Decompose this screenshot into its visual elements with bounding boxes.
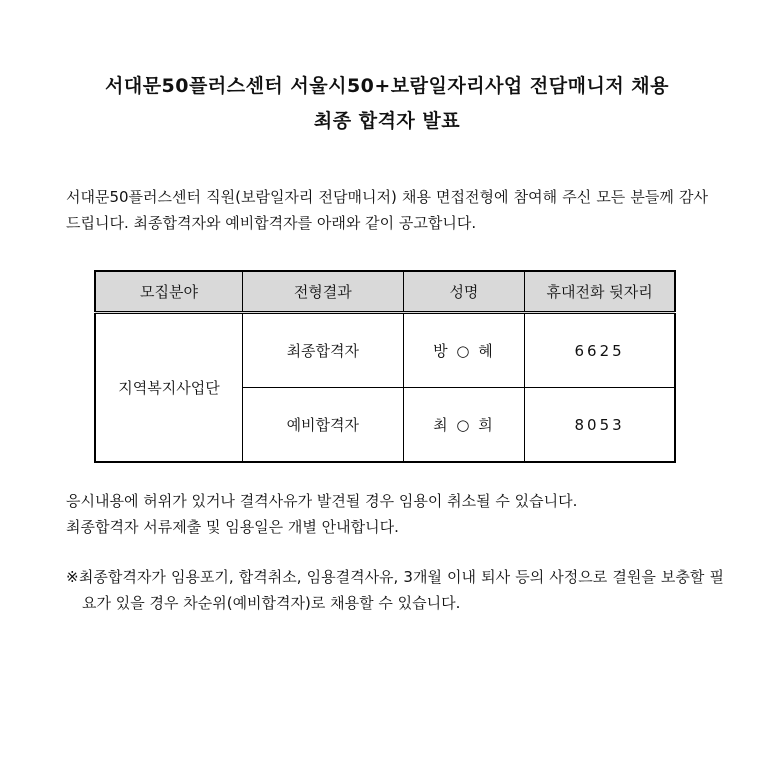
result-table [94, 270, 676, 463]
page-subtitle: 최종 합격자 발표 [313, 110, 461, 132]
page-title: 서대문50플러스센터 서울시50+보람일자리사업 전담매니저 채용 [105, 75, 669, 97]
header-phone: 휴대전화 뒷자리 [525, 271, 675, 313]
header-name: 성명 [403, 271, 525, 313]
intro-paragraph: 서대문50플러스센터 직원(보람일자리 전담매니저) 채용 면접전형에 참여해 주신 모든 분들께 감사드립니다. 최종합격자와 예비합격자를 아래와 같이 공고합니다. [66, 188, 708, 232]
note-item: 최종합격자 서류제출 및 임용일은 개별 안내합니다. [66, 518, 399, 536]
table-row [95, 313, 675, 388]
header-result: 전형결과 [242, 271, 403, 313]
cell-phone: 8053 [525, 388, 675, 463]
notes [66, 488, 708, 540]
cell-name: 방 ○ 혜 [403, 313, 525, 388]
cell-phone: 6625 [525, 313, 675, 388]
header-field: 모집분야 [95, 271, 242, 313]
table-header-row [95, 271, 675, 313]
cell-field: 지역복지사업단 [95, 313, 242, 463]
cell-result: 예비합격자 [242, 388, 403, 463]
cell-result: 최종합격자 [242, 313, 403, 388]
note-item: 응시내용에 허위가 있거나 결격사유가 발견될 경우 임용이 취소될 수 있습니다. [66, 492, 578, 510]
cell-name: 최 ○ 희 [403, 388, 525, 463]
footnote: ※최종합격자가 임용포기, 합격취소, 임용결격사유, 3개월 이내 퇴사 등의 사정으로 결원을 보충할 필요가 있을 경우 차순위(예비합격자)로 채용할 수 있습니다. [66, 568, 724, 612]
